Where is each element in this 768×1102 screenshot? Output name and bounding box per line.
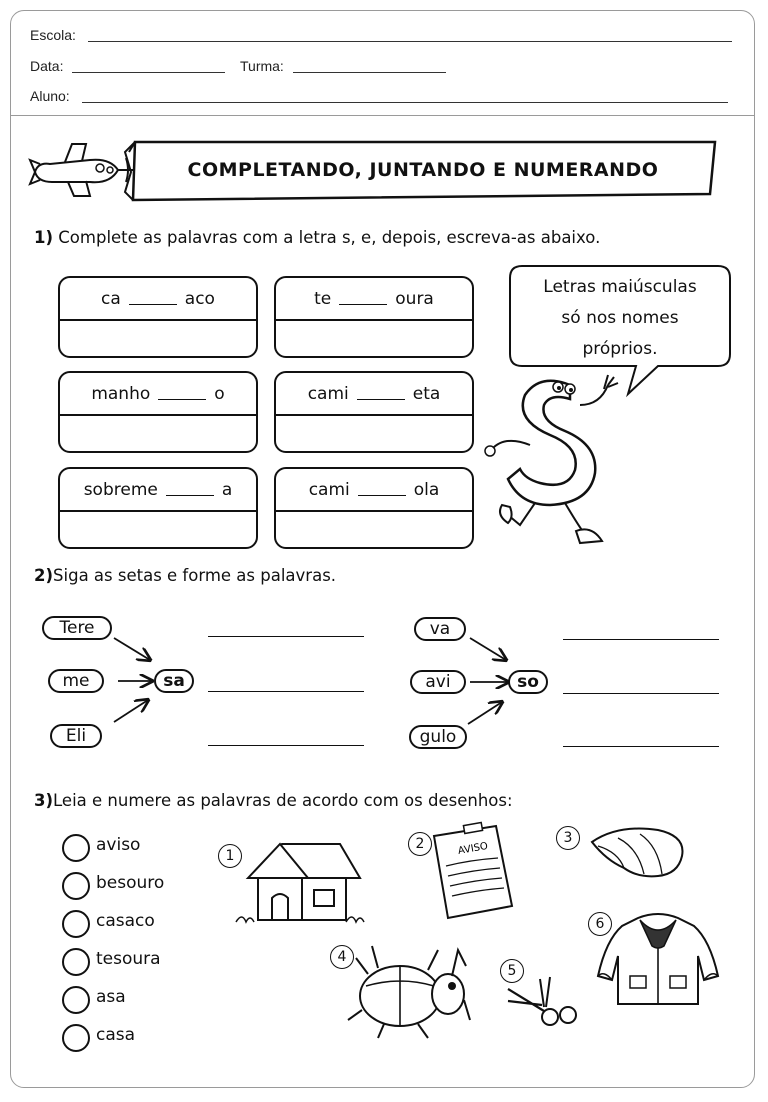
- word-suffix: ola: [413, 479, 440, 500]
- coat-icon: [594, 910, 724, 1010]
- scissors-icon: [504, 975, 584, 1035]
- picture-number: 6: [588, 912, 612, 936]
- worksheet-title: COMPLETANDO, JUNTANDO E NUMERANDO: [187, 159, 659, 181]
- word-prefix: ca: [101, 288, 121, 309]
- syllable-pill: va: [414, 617, 466, 641]
- q3-word: casa: [96, 1025, 136, 1045]
- word-suffix: a: [221, 479, 233, 500]
- answer-line[interactable]: [563, 639, 719, 640]
- picture-number: 4: [330, 945, 354, 969]
- q2-number: 2): [34, 566, 54, 585]
- answer-circle[interactable]: [62, 834, 90, 862]
- word-prefix: cami: [308, 479, 350, 500]
- syllable-pill: Tere: [42, 616, 112, 640]
- word-prefix: cami: [307, 383, 349, 404]
- picture-number: 2: [408, 832, 432, 856]
- syllable-pill: gulo: [409, 725, 467, 749]
- q3-text: Leia e numere as palavras de acordo com os desenhos:: [53, 791, 513, 810]
- answer-circle[interactable]: [62, 948, 90, 976]
- answer-circle[interactable]: [62, 1024, 90, 1052]
- word-prefix: manho: [91, 383, 151, 404]
- word-suffix: eta: [412, 383, 441, 404]
- turma-label: Turma:: [240, 58, 284, 74]
- picture-number: 3: [556, 826, 580, 850]
- answer-circle[interactable]: [62, 872, 90, 900]
- answer-line[interactable]: [208, 691, 364, 692]
- wing-icon: [588, 822, 688, 882]
- q3-word: asa: [96, 987, 126, 1007]
- beetle-icon: [348, 940, 478, 1040]
- picture-number: 5: [500, 959, 524, 983]
- answer-circle[interactable]: [62, 986, 90, 1014]
- target-syllable-pill: so: [508, 670, 548, 694]
- notice-sign-text: AVISO: [457, 840, 489, 858]
- q3-title: [34, 791, 513, 810]
- q3-word: aviso: [96, 835, 141, 855]
- notice-paper-icon: [430, 822, 520, 922]
- q1-number: 1): [34, 228, 54, 247]
- q1-text: Complete as palavras com a letra s, e, depois, escreva-as abaixo.: [58, 228, 601, 247]
- word-suffix: aco: [184, 288, 215, 309]
- answer-line[interactable]: [208, 745, 364, 746]
- answer-line[interactable]: [563, 693, 719, 694]
- word-suffix: o: [214, 383, 225, 404]
- word-prefix: te: [314, 288, 332, 309]
- bubble-line: só nos nomes: [561, 308, 679, 328]
- target-syllable-pill: sa: [154, 669, 194, 693]
- aluno-label: Aluno:: [30, 88, 70, 104]
- answer-circle[interactable]: [62, 910, 90, 938]
- word-suffix: oura: [395, 288, 434, 309]
- q3-word: besouro: [96, 873, 165, 893]
- bubble-line: próprios.: [582, 339, 658, 359]
- picture-number: 1: [218, 844, 242, 868]
- q2-text: Siga as setas e forme as palavras.: [53, 566, 337, 585]
- data-label: Data:: [30, 58, 64, 74]
- answer-line[interactable]: [563, 746, 719, 747]
- syllable-pill: avi: [410, 670, 466, 694]
- house-icon: [236, 838, 366, 928]
- syllable-pill: Eli: [50, 724, 102, 748]
- escola-label: Escola:: [30, 27, 76, 43]
- q3-word: casaco: [96, 911, 155, 931]
- word-prefix: sobreme: [83, 479, 158, 500]
- q3-word: tesoura: [96, 949, 161, 969]
- syllable-pill: me: [48, 669, 104, 693]
- q3-number: 3): [34, 791, 54, 810]
- answer-line[interactable]: [208, 636, 364, 637]
- bubble-line: Letras maiúsculas: [543, 277, 697, 297]
